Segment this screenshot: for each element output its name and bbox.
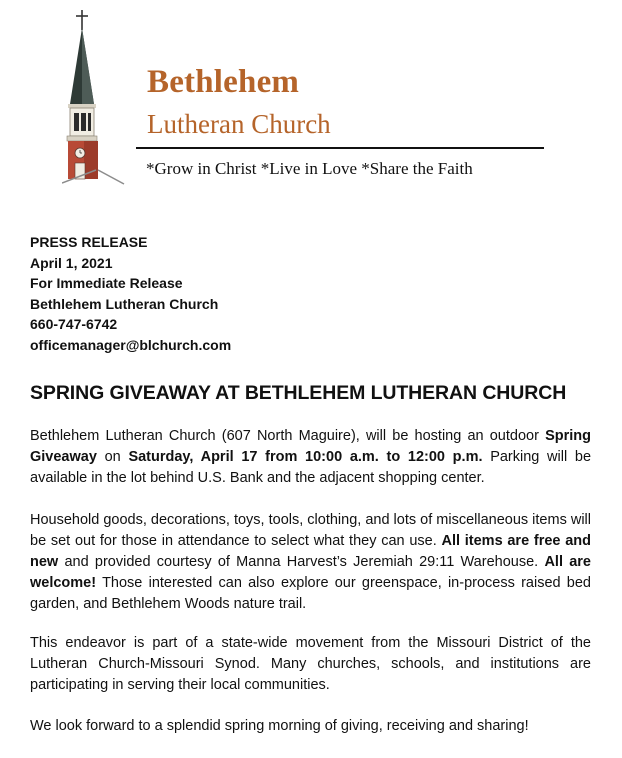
headline: SPRING GIVEAWAY AT BETHLEHEM LUTHERAN CHURCH	[30, 382, 567, 404]
paragraph-items	[30, 510, 591, 615]
church-name-line1: Bethlehem	[147, 64, 300, 100]
p2-text-1: Household goods, decorations, toys, tools, clothing, and lots of miscellaneous items will be set out for those in attendance to select what they can use.	[30, 512, 591, 549]
church-steeple-icon	[62, 8, 126, 186]
p2-text-2: and provided courtesy of Manna Harvest’s Jeremiah 29:11 Warehouse.	[58, 554, 545, 570]
release-date: April 1, 2021	[30, 254, 113, 271]
header-divider	[136, 147, 544, 149]
p2-bold-welcome: All are welcome!	[30, 554, 591, 591]
p1-bold-datetime: Saturday, April 17 from 10:00 a.m. to 12:00 p.m.	[128, 449, 483, 465]
p1-text-3: Parking will be available in the lot behind U.S. Bank and the adjacent shopping center.	[30, 449, 592, 486]
paragraph-event-details	[30, 426, 591, 489]
phone-number: 660-747-6742	[30, 316, 118, 332]
press-release-label: PRESS RELEASE	[30, 234, 148, 250]
p1-bold-event: Spring Giveaway	[30, 428, 591, 465]
paragraph-movement: This endeavor is part of a state-wide movement from the Missouri District of the Lutheran Church-Missouri Synod. Many churches, schools, and institutions are participating in serving their local communities.	[30, 635, 591, 693]
p1-text-2: on	[96, 449, 129, 465]
email-address: officemanager@blchurch.com	[30, 336, 232, 353]
release-type: For Immediate Release	[30, 275, 183, 291]
p1-text-1: Bethlehem Lutheran Church (607 North Maguire), will be hosting an outdoor	[30, 428, 546, 444]
church-name-line2: Lutheran Church	[147, 109, 331, 139]
organization-name: Bethlehem Lutheran Church	[30, 295, 219, 312]
p2-text-3: Those interested can also explore our greenspace, in-process raised bed garden, and Bethlehem Woods nature trail.	[30, 575, 591, 612]
press-release-block	[30, 232, 231, 355]
paragraph-closing: We look forward to a splendid spring morning of giving, receiving and sharing!	[30, 718, 529, 734]
p2-bold-free-new: All items are free and new	[30, 533, 592, 570]
tagline: *Grow in Christ *Live in Love *Share the Faith	[146, 159, 473, 178]
